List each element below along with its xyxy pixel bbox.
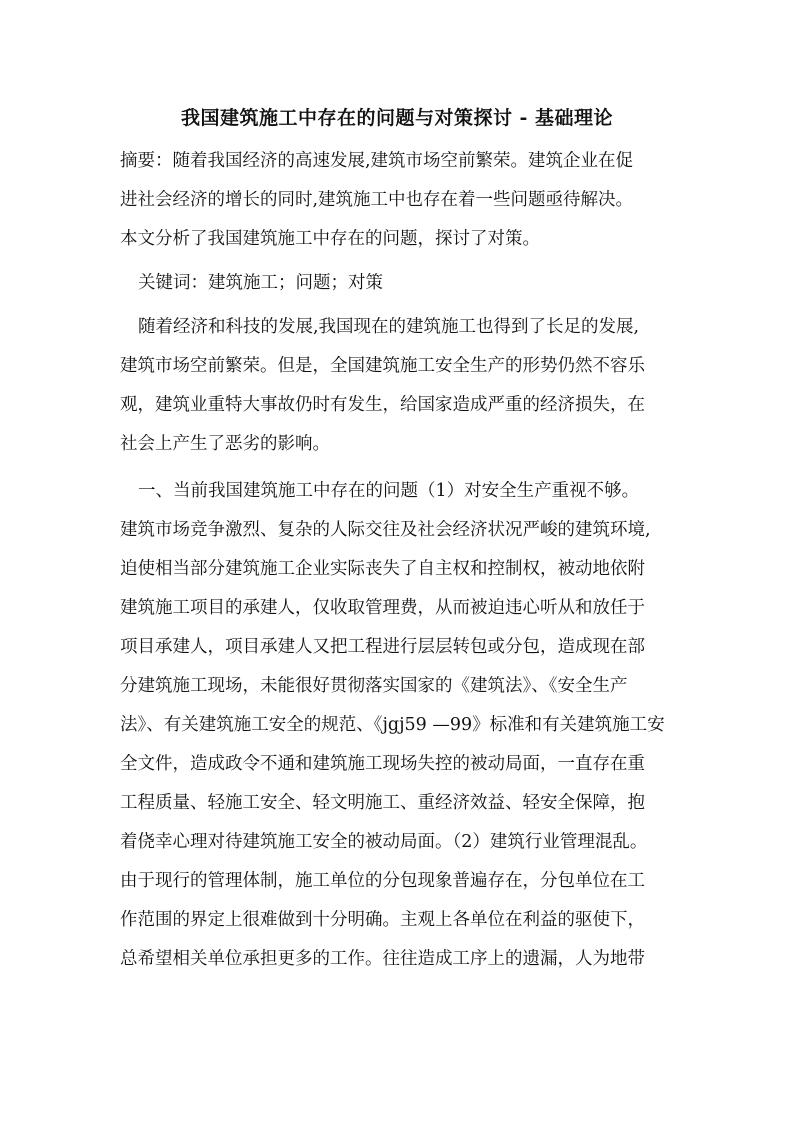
section1-line: 项目承建人，项目承建人又把工程进行层层转包或分包，造成现在部 xyxy=(120,637,645,657)
section1-line: 分建筑施工现场，未能很好贯彻落实国家的《建筑法》、《安全生产 xyxy=(120,676,628,696)
section1-line: 作范围的界定上很难做到十分明确。主观上各单位在利益的驱使下， xyxy=(120,910,645,930)
keywords-paragraph xyxy=(120,264,680,303)
keywords-line: 关键词：建筑施工；问题；对策 xyxy=(138,273,383,293)
section1-line: 法》、有关建筑施工安全的规范、《jgj59 —99》标准和有关建筑施工安 xyxy=(120,715,665,735)
abstract-line: 进社会经济的增长的同时,建筑施工中也存在着一些问题亟待解决。 xyxy=(120,190,634,210)
section1-line: 工程质量、轻施工安全、轻文明施工、重经济效益、轻安全保障，抱 xyxy=(120,793,645,813)
intro-line: 观，建筑业重特大事故仍时有发生，给国家造成严重的经济损失，在 xyxy=(120,395,645,415)
intro-line: 随着经济和科技的发展,我国现在的建筑施工也得到了长足的发展, xyxy=(138,317,640,337)
section1-line: 迫使相当部分建筑施工企业实际丧失了自主权和控制权，被动地依附 xyxy=(120,559,645,579)
section1-line: 建筑施工项目的承建人，仅收取管理费，从而被迫违心听从和放任于 xyxy=(120,598,645,618)
section1-line: 由于现行的管理体制，施工单位的分包现象普遍存在，分包单位在工 xyxy=(120,871,645,891)
section1-line: 全文件，造成政令不通和建筑施工现场失控的被动局面，一直存在重 xyxy=(120,754,645,774)
section1-line: 建筑市场竞争激烈、复杂的人际交往及社会经济状况严峻的建筑环境, xyxy=(120,520,651,540)
abstract-paragraph xyxy=(120,142,680,259)
abstract-line: 本文分析了我国建筑施工中存在的问题，探讨了对策。 xyxy=(120,229,540,249)
abstract-line: 摘要：随着我国经济的高速发展,建筑市场空前繁荣。建筑企业在促 xyxy=(120,151,634,171)
intro-paragraph xyxy=(120,308,680,464)
document-title: 我国建筑施工中存在的问题与对策探讨 - 基础理论 xyxy=(180,107,614,129)
intro-line: 建筑市场空前繁荣。但是，全国建筑施工安全生产的形势仍然不容乐 xyxy=(120,356,645,376)
intro-line: 社会上产生了恶劣的影响。 xyxy=(120,434,330,454)
section1-line: 总希望相关单位承担更多的工作。往往造成工序上的遗漏，人为地带 xyxy=(120,949,645,969)
section1-line: 着侥幸心理对待建筑施工安全的被动局面。（2）建筑行业管理混乱。 xyxy=(120,832,648,852)
section1-paragraph xyxy=(120,472,680,979)
section1-line: 一、当前我国建筑施工中存在的问题（1）对安全生产重视不够。 xyxy=(138,481,640,501)
